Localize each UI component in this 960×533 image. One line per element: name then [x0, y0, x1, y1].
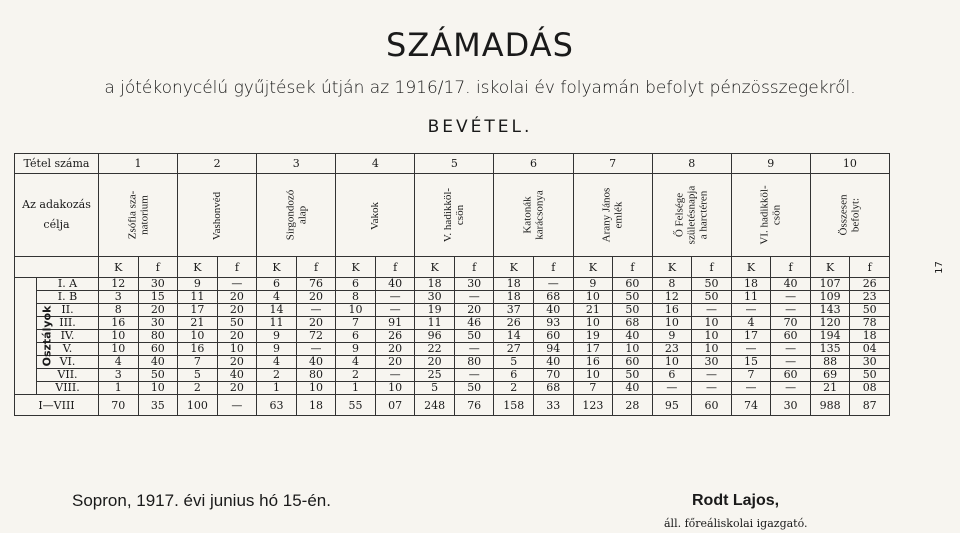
korona-cell: 11 — [731, 291, 771, 304]
filler-cell: 08 — [850, 382, 890, 395]
grade-label: IV. — [37, 330, 99, 343]
korona-cell: 15 — [731, 356, 771, 369]
filler-cell: 26 — [375, 330, 415, 343]
total-filler-cell: 28 — [613, 395, 653, 416]
filler-cell: 50 — [454, 382, 494, 395]
korona-cell: 10 — [652, 356, 692, 369]
total-korona-cell: 248 — [415, 395, 455, 416]
adakozas-label: Az adakozás — [22, 198, 91, 211]
korona-cell: 8 — [336, 291, 376, 304]
signer-name: Rodt Lajos, — [692, 492, 780, 509]
purpose-text-8: Ő Felsége születésnapja a harctéren — [673, 185, 710, 245]
filler-cell: 60 — [771, 330, 811, 343]
korona-cell: 14 — [494, 330, 534, 343]
filler-cell: 20 — [454, 304, 494, 317]
korona-cell: 135 — [810, 343, 850, 356]
korona-cell: 7 — [573, 382, 613, 395]
filler-cell: 50 — [613, 291, 653, 304]
korona-cell: 8 — [99, 304, 139, 317]
korona-cell: 109 — [810, 291, 850, 304]
korona-cell: 120 — [810, 317, 850, 330]
purpose-row — [15, 174, 890, 257]
korona-cell: 11 — [257, 317, 297, 330]
filler-cell: 78 — [850, 317, 890, 330]
korona-cell: 19 — [415, 304, 455, 317]
filler-cell: 70 — [771, 317, 811, 330]
filler-cell: 50 — [850, 369, 890, 382]
total-filler-cell: 33 — [534, 395, 574, 416]
filler-cell: 20 — [217, 382, 257, 395]
korona-cell: 18 — [415, 278, 455, 291]
filler-cell: 40 — [534, 356, 574, 369]
item-number-1: 1 — [99, 154, 178, 174]
korona-cell: 21 — [573, 304, 613, 317]
filler-cell: 40 — [613, 382, 653, 395]
korona-cell: 143 — [810, 304, 850, 317]
purpose-text-3: Sirgondozó alap — [284, 189, 309, 241]
filler-cell: 80 — [296, 369, 336, 382]
purpose-10 — [810, 174, 889, 257]
purpose-1 — [99, 174, 178, 257]
korona-cell: 7 — [336, 317, 376, 330]
korona-cell: 69 — [810, 369, 850, 382]
filler-header: f — [375, 257, 415, 278]
grade-label: III. — [37, 317, 99, 330]
filler-cell: 46 — [454, 317, 494, 330]
korona-cell: 2 — [336, 369, 376, 382]
total-korona-cell: 70 — [99, 395, 139, 416]
korona-cell: 23 — [652, 343, 692, 356]
purpose-4 — [336, 174, 415, 257]
korona-cell: 19 — [573, 330, 613, 343]
korona-cell: 7 — [731, 369, 771, 382]
korona-cell: 1 — [257, 382, 297, 395]
korona-cell: 17 — [573, 343, 613, 356]
kf-row — [15, 257, 890, 278]
korona-cell: 9 — [257, 343, 297, 356]
total-korona-cell: 95 — [652, 395, 692, 416]
korona-cell: — — [731, 343, 771, 356]
korona-cell: 2 — [178, 382, 218, 395]
korona-cell: 1 — [336, 382, 376, 395]
filler-cell: 40 — [375, 278, 415, 291]
filler-header: f — [771, 257, 811, 278]
signer-title: áll. főreáliskolai igazgató. — [664, 517, 808, 530]
celja-label: célja — [43, 218, 70, 231]
korona-cell: 22 — [415, 343, 455, 356]
korona-cell: 8 — [652, 278, 692, 291]
korona-cell: — — [731, 382, 771, 395]
korona-cell: 17 — [731, 330, 771, 343]
korona-header: K — [494, 257, 534, 278]
filler-cell: — — [454, 369, 494, 382]
table-row — [15, 356, 890, 369]
filler-header: f — [534, 257, 574, 278]
korona-cell: 17 — [178, 304, 218, 317]
table-row — [15, 369, 890, 382]
filler-header: f — [217, 257, 257, 278]
table-row — [15, 343, 890, 356]
purpose-2 — [178, 174, 257, 257]
filler-cell: 60 — [534, 330, 574, 343]
korona-header: K — [810, 257, 850, 278]
korona-cell: 4 — [257, 291, 297, 304]
total-row — [15, 395, 890, 416]
filler-cell: 40 — [534, 304, 574, 317]
filler-cell: 20 — [375, 343, 415, 356]
filler-cell: 30 — [692, 356, 732, 369]
document-title: SZÁMADÁS — [386, 26, 574, 64]
filler-cell: 40 — [296, 356, 336, 369]
korona-header: K — [652, 257, 692, 278]
filler-cell: 10 — [296, 382, 336, 395]
korona-cell: 16 — [99, 317, 139, 330]
filler-cell: 50 — [138, 369, 178, 382]
korona-cell: 194 — [810, 330, 850, 343]
korona-cell: 2 — [494, 382, 534, 395]
osztalyok-label: Osztályok — [40, 305, 54, 367]
item-number-5: 5 — [415, 154, 494, 174]
korona-cell: 11 — [415, 317, 455, 330]
filler-cell: 04 — [850, 343, 890, 356]
grade-label: VI. — [37, 356, 99, 369]
item-number-4: 4 — [336, 154, 415, 174]
korona-cell: 16 — [652, 304, 692, 317]
korona-cell: 9 — [178, 278, 218, 291]
filler-cell: 72 — [296, 330, 336, 343]
korona-cell: 4 — [336, 356, 376, 369]
table-row — [15, 278, 890, 291]
korona-cell: — — [731, 304, 771, 317]
filler-cell: 20 — [217, 356, 257, 369]
korona-cell: 10 — [336, 304, 376, 317]
filler-cell: 80 — [454, 356, 494, 369]
korona-cell: 4 — [99, 356, 139, 369]
filler-cell: 40 — [217, 369, 257, 382]
purpose-6 — [494, 174, 573, 257]
grade-label: I. A — [37, 278, 99, 291]
grade-label: V. — [37, 343, 99, 356]
korona-header: K — [178, 257, 218, 278]
filler-header: f — [296, 257, 336, 278]
grade-label: VIII. — [37, 382, 99, 395]
korona-header: K — [731, 257, 771, 278]
filler-cell: 68 — [613, 317, 653, 330]
filler-cell: 50 — [613, 304, 653, 317]
filler-cell: 50 — [217, 317, 257, 330]
korona-cell: 18 — [494, 278, 534, 291]
korona-cell: 6 — [257, 278, 297, 291]
korona-cell: 9 — [336, 343, 376, 356]
total-filler-cell: 87 — [850, 395, 890, 416]
filler-cell: 10 — [375, 382, 415, 395]
korona-cell: 10 — [652, 317, 692, 330]
filler-cell: — — [375, 304, 415, 317]
filler-cell: — — [771, 291, 811, 304]
filler-header: f — [850, 257, 890, 278]
korona-header: K — [573, 257, 613, 278]
filler-cell: 23 — [850, 291, 890, 304]
korona-cell: 5 — [494, 356, 534, 369]
korona-cell: 12 — [652, 291, 692, 304]
total-korona-cell: 63 — [257, 395, 297, 416]
table-row — [15, 317, 890, 330]
filler-cell: 80 — [138, 330, 178, 343]
filler-cell: — — [692, 304, 732, 317]
filler-cell: — — [375, 291, 415, 304]
osztalyok-label-cell — [15, 278, 54, 395]
item-number-6: 6 — [494, 154, 573, 174]
item-number-row — [15, 154, 890, 174]
korona-cell: 9 — [573, 278, 613, 291]
filler-cell: — — [771, 304, 811, 317]
purpose-label-cell — [15, 174, 99, 257]
total-filler-cell: 76 — [454, 395, 494, 416]
korona-header: K — [336, 257, 376, 278]
total-filler-cell: 60 — [692, 395, 732, 416]
korona-cell: 1 — [99, 382, 139, 395]
filler-cell: 10 — [692, 330, 732, 343]
filler-cell: 20 — [296, 317, 336, 330]
purpose-9 — [731, 174, 810, 257]
total-korona-cell: 74 — [731, 395, 771, 416]
filler-cell: — — [217, 278, 257, 291]
tetel-label: Tétel száma — [15, 154, 99, 174]
ledger-table — [14, 153, 890, 416]
filler-cell: — — [534, 278, 574, 291]
filler-cell: 60 — [138, 343, 178, 356]
filler-cell: — — [296, 304, 336, 317]
purpose-text-5: V. hadikköl- csön — [442, 187, 467, 243]
filler-cell: 20 — [375, 356, 415, 369]
korona-cell: 4 — [257, 356, 297, 369]
korona-cell: 10 — [178, 330, 218, 343]
korona-cell: 10 — [99, 330, 139, 343]
korona-cell: 6 — [652, 369, 692, 382]
korona-cell: 6 — [336, 330, 376, 343]
filler-header: f — [692, 257, 732, 278]
filler-cell: 18 — [850, 330, 890, 343]
filler-cell: — — [454, 343, 494, 356]
filler-cell: 50 — [613, 369, 653, 382]
korona-cell: 2 — [257, 369, 297, 382]
section-heading: BEVÉTEL. — [427, 117, 533, 137]
korona-cell: 5 — [415, 382, 455, 395]
grade-label: II. — [37, 304, 99, 317]
table-row — [15, 291, 890, 304]
total-label: I—VIII — [15, 395, 99, 416]
filler-cell: 30 — [850, 356, 890, 369]
korona-cell: 16 — [178, 343, 218, 356]
total-korona-cell: 988 — [810, 395, 850, 416]
filler-cell: 50 — [850, 304, 890, 317]
side-page-number: 17 — [934, 261, 946, 274]
purpose-text-9: VI. hadikköl- csön — [758, 185, 783, 245]
purpose-3 — [257, 174, 336, 257]
item-number-10: 10 — [810, 154, 889, 174]
korona-cell: 37 — [494, 304, 534, 317]
grade-label: I. B — [37, 291, 99, 304]
total-filler-cell: 18 — [296, 395, 336, 416]
table-row — [15, 304, 890, 317]
korona-cell: 16 — [573, 356, 613, 369]
korona-header: K — [99, 257, 139, 278]
korona-cell: 20 — [415, 356, 455, 369]
korona-cell: 11 — [178, 291, 218, 304]
total-filler-cell: 07 — [375, 395, 415, 416]
filler-cell: — — [454, 291, 494, 304]
filler-cell: 94 — [534, 343, 574, 356]
purpose-text-1: Zsófia sza- natorium — [126, 190, 151, 240]
filler-cell: 20 — [217, 330, 257, 343]
purpose-text-10: Összesen befolyt: — [837, 194, 862, 236]
filler-cell: 30 — [454, 278, 494, 291]
filler-cell: 68 — [534, 382, 574, 395]
korona-cell: 3 — [99, 291, 139, 304]
total-korona-cell: 55 — [336, 395, 376, 416]
filler-cell: — — [692, 382, 732, 395]
filler-cell: 60 — [771, 369, 811, 382]
korona-cell: 107 — [810, 278, 850, 291]
korona-cell: 10 — [573, 369, 613, 382]
korona-cell: 6 — [494, 369, 534, 382]
purpose-7 — [573, 174, 652, 257]
korona-cell: 96 — [415, 330, 455, 343]
document-subtitle: a jótékonycélú gyűjtések útján az 1916/17. iskolai év folyamán befolyt pénzösszegekről. — [104, 78, 856, 98]
korona-header: K — [415, 257, 455, 278]
filler-cell: 68 — [534, 291, 574, 304]
filler-cell: — — [296, 343, 336, 356]
filler-header: f — [138, 257, 178, 278]
item-number-9: 9 — [731, 154, 810, 174]
total-filler-cell: 30 — [771, 395, 811, 416]
korona-cell: 9 — [652, 330, 692, 343]
filler-cell: 60 — [613, 278, 653, 291]
korona-cell: 26 — [494, 317, 534, 330]
total-korona-cell: 123 — [573, 395, 613, 416]
purpose-5 — [415, 174, 494, 257]
korona-cell: 12 — [99, 278, 139, 291]
korona-cell: 4 — [731, 317, 771, 330]
filler-cell: 30 — [138, 278, 178, 291]
korona-cell: 18 — [494, 291, 534, 304]
filler-cell: 50 — [692, 291, 732, 304]
korona-cell: 10 — [573, 317, 613, 330]
korona-cell: 27 — [494, 343, 534, 356]
total-korona-cell: 100 — [178, 395, 218, 416]
filler-cell: 76 — [296, 278, 336, 291]
kf-blank-cell — [15, 257, 99, 278]
table-row — [15, 330, 890, 343]
table-row — [15, 382, 890, 395]
filler-cell: 40 — [771, 278, 811, 291]
filler-cell: — — [375, 369, 415, 382]
korona-cell: — — [652, 382, 692, 395]
filler-cell: 20 — [138, 304, 178, 317]
filler-cell: 70 — [534, 369, 574, 382]
korona-cell: 18 — [731, 278, 771, 291]
grade-label: VII. — [37, 369, 99, 382]
filler-cell: 20 — [296, 291, 336, 304]
filler-header: f — [613, 257, 653, 278]
filler-cell: 50 — [692, 278, 732, 291]
filler-cell: 30 — [138, 317, 178, 330]
purpose-text-2: Vashonvéd — [211, 191, 224, 240]
filler-header: f — [454, 257, 494, 278]
filler-cell: 60 — [613, 356, 653, 369]
purpose-8 — [652, 174, 731, 257]
filler-cell: 40 — [138, 356, 178, 369]
filler-cell: 10 — [613, 343, 653, 356]
korona-cell: 30 — [415, 291, 455, 304]
korona-header: K — [257, 257, 297, 278]
korona-cell: 10 — [99, 343, 139, 356]
korona-cell: 9 — [257, 330, 297, 343]
place-date: Sopron, 1917. évi junius hó 15-én. — [72, 491, 331, 510]
filler-cell: 10 — [138, 382, 178, 395]
filler-cell: 91 — [375, 317, 415, 330]
filler-cell: 50 — [454, 330, 494, 343]
filler-cell: 26 — [850, 278, 890, 291]
filler-cell: 20 — [217, 291, 257, 304]
filler-cell: — — [771, 343, 811, 356]
korona-cell: 25 — [415, 369, 455, 382]
total-filler-cell: 35 — [138, 395, 178, 416]
item-number-3: 3 — [257, 154, 336, 174]
filler-cell: 93 — [534, 317, 574, 330]
korona-cell: 14 — [257, 304, 297, 317]
purpose-text-4: Vakok — [369, 201, 382, 230]
filler-cell: — — [771, 356, 811, 369]
filler-cell: — — [692, 369, 732, 382]
korona-cell: 6 — [336, 278, 376, 291]
korona-cell: 21 — [810, 382, 850, 395]
total-korona-cell: 158 — [494, 395, 534, 416]
item-number-8: 8 — [652, 154, 731, 174]
filler-cell: 15 — [138, 291, 178, 304]
filler-cell: 20 — [217, 304, 257, 317]
korona-cell: 88 — [810, 356, 850, 369]
filler-cell: 10 — [692, 343, 732, 356]
korona-cell: 10 — [573, 291, 613, 304]
total-filler-cell: — — [217, 395, 257, 416]
korona-cell: 21 — [178, 317, 218, 330]
korona-cell: 5 — [178, 369, 218, 382]
korona-cell: 7 — [178, 356, 218, 369]
filler-cell: 10 — [217, 343, 257, 356]
purpose-text-6: Katonák karácsonya — [521, 190, 546, 240]
item-number-7: 7 — [573, 154, 652, 174]
filler-cell: 10 — [692, 317, 732, 330]
korona-cell: 3 — [99, 369, 139, 382]
filler-cell: 40 — [613, 330, 653, 343]
filler-cell: — — [771, 382, 811, 395]
purpose-text-7: Arany János emlék — [600, 187, 625, 243]
item-number-2: 2 — [178, 154, 257, 174]
